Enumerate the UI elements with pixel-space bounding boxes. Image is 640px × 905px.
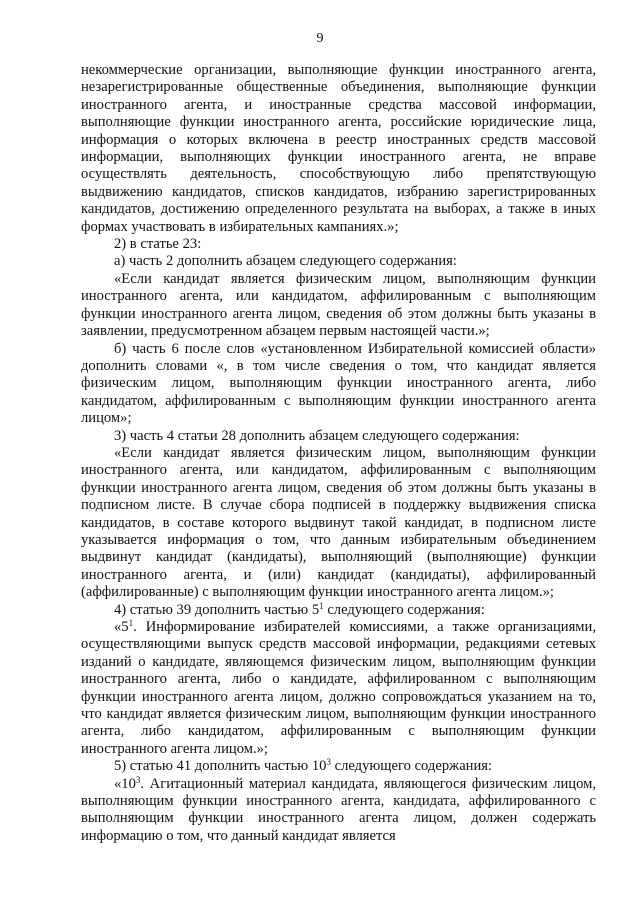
paragraph xyxy=(81,445,596,602)
paragraph xyxy=(81,758,596,775)
document-body xyxy=(81,62,596,845)
paragraph-text: а) часть 2 дополнить абзацем следующего содержания: xyxy=(114,253,457,270)
paragraph-text: «Если кандидат является физическим лицом, выполняющим функции иностранного агента, или кандидатом, аффилированным с выполняющим функции иностранного агента лицом, сведения об этом должны быть указаны в подписном листе. В случае сбора подписей в поддержку выдвижения списка кандидатов, в составе которого выдвинут такой кандидат, в подписном листе указывается информация о том, что данным избирательным объединением выдвинут кандидат (кандидаты), выполняющий (выполняющие) функции иностранного агента, и (или) кандидат (кандидаты), аффилированный (аффилированные) с выполняющим функции иностранного агента лицом.»; xyxy=(81,444,596,601)
paragraph-text: 2) в статье 23: xyxy=(114,236,202,253)
paragraph-text: некоммерческие организации, выполняющие функции иностранного агента, незарегистрированные общественные объединения, выполняющие функции иностранного агента, и иностранные средства массовой информации, выполняющие функции иностранного агента, российские юридические лица, информация о которых включена в реестр иностранных средств массовой информации, выполняющих функции иностранного агента, не вправе осуществлять деятельность, способствующую либо препятствующую выдвижению кандидатов, списков кандидатов, избранию зарегистрированных кандидатов, достижению определенного результата на выборах, а также в иных формах участвовать в избирательных кампаниях.»; xyxy=(81,62,596,235)
superscript: 3 xyxy=(135,774,141,785)
paragraph-text: 4) статью 39 дополнить частью 5 xyxy=(114,601,320,618)
paragraph xyxy=(81,341,596,428)
superscript: 1 xyxy=(128,618,134,628)
paragraph xyxy=(81,619,596,758)
paragraph-text: б) часть 6 после слов «установленном Избирательной комиссией области» дополнить словами «, в том числе сведения о том, что кандидат является физическим лицом, выполняющим функции иностранного агента, либо кандидатом, аффилированным с выполняющим функции иностранного агента лицом»; xyxy=(81,340,596,427)
paragraph xyxy=(81,776,596,846)
paragraph xyxy=(81,236,596,253)
paragraph xyxy=(81,428,596,445)
paragraph-text: следующего содержания: xyxy=(330,758,493,775)
page-number: 9 xyxy=(316,31,324,46)
superscript: 3 xyxy=(326,757,331,768)
paragraph-text: . Агитационный материал кандидата, являющегося физическим лицом, выполняющим функции иностранного агента, кандидата, аффилированного с выполняющим функции иностранного агента лицом, должен содержать информацию о том, что данный кандидат является xyxy=(81,775,596,844)
paragraph xyxy=(81,271,596,341)
paragraph-text: следующего содержания: xyxy=(323,601,485,618)
paragraph-text: . Информирование избирателей комиссиями, а также организациями, осуществляющими выпуск средств массовой информации, редакциями сетевых изданий о кандидате, являющемся физическим лицом, выполняющим функции иностранного агента, либо о кандидате, аффилированном с выполняющим функции иностранного агента лицом, должно сопровождаться указанием на то, что кандидат является физическим лицом, выполняющим функции иностранного агента, либо кандидатом, аффилированным с выполняющим функции иностранного агента лицом.»; xyxy=(81,619,596,757)
paragraph xyxy=(81,253,596,270)
paragraph-text: «5 xyxy=(114,619,129,635)
superscript: 1 xyxy=(319,600,324,611)
paragraph xyxy=(81,62,596,236)
paragraph xyxy=(81,602,596,619)
paragraph-text: 3) часть 4 статьи 28 дополнить абзацем следующего содержания: xyxy=(114,427,520,444)
paragraph-text: «10 xyxy=(114,775,136,792)
paragraph-text: «Если кандидат является физическим лицом, выполняющим функции иностранного агента, или кандидатом, аффилированным с выполняющим функции иностранного агента лицом, сведения об этом должны быть указаны в заявлении, предусмотренном абзацем первым настоящей части.»; xyxy=(81,270,596,340)
paragraph-text: 5) статью 41 дополнить частью 10 xyxy=(114,758,327,775)
